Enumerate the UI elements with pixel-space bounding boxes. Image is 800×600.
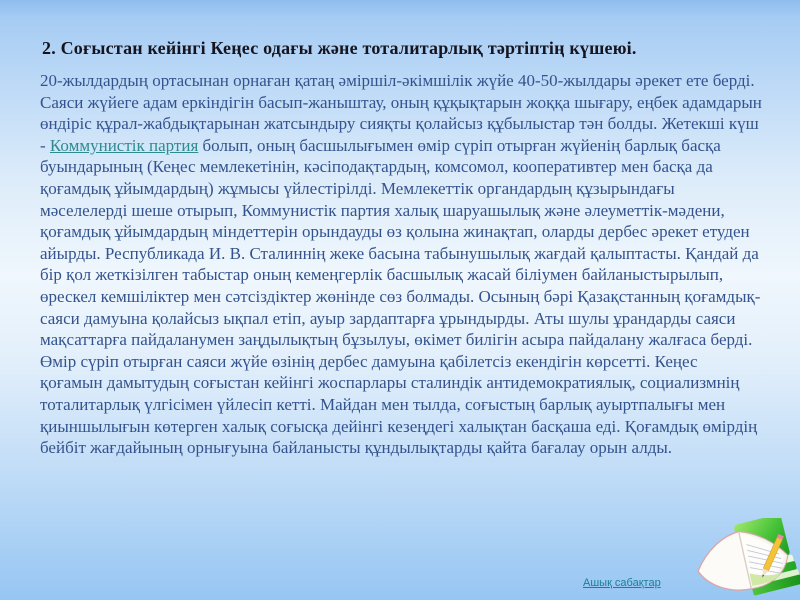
slide-title: 2. Соғыстан кейінгі Кеңес одағы және тоталитарлық тәртіптің күшеюі.: [42, 38, 637, 58]
ashyq-sabaqtar-link[interactable]: Ашық сабақтар: [583, 577, 661, 589]
body-text-part1: 20-жылдардың ортасынан орнаған қатаң әміршіл-әкімшілік жүйе 40-50-жылдары әрекет ете берді. Саяси жүйеге адам еркіндігін басып-жаныштау, оның құқықтарын жоққа шығару, еңбек адамдарын өндіріс құрал-жабдықтарынан жатсындыру сияқты қолайсыз құбылыстар тән болды. Жетекші күш -: [40, 71, 762, 155]
communist-party-link[interactable]: Коммунистік партия: [49, 135, 199, 155]
slide-body-text: [40, 70, 764, 459]
body-text-part2: болып, оның басшылығымен өмір сүріп отырған жүйенің барлық басқа буындарының (Кеңес мемлекетінін, кәсіподақтардың, комсомол, кооперативтер мен басқа да қоғамдық ұйымдардың) жұмысы үйлестірілді. Мемлекеттік органдардың құзырындағы мәселелерді шеше отырып, Коммунистік партия халық шаруашылық және әлеуметтік-мәдени, қоғамдық ұйымдардың міндеттерін орындауды өз қолына жинақтап, оларды дербес әрекет етуден айырды. Республикада И. В. Сталиннің жеке басына табынушылық жағдай қалыптасты. Қандай да бір қол жеткізілген табыстар оның кемеңгерлік басшылық жасай біліумен байланыстырылып, өрескел кемшіліктер мен сәтсіздіктер жөнінде сөз болмады. Осының бәрі Қазақстанның қоғамдық-саяси дамуына қолайсыз ықпал етіп, ауыр зардаптарға ұрындырды. Аты шулы ұрандарды саяси мақсаттарға пайдаланумен заңдылықтың бұзылуы, өкімет билігін асыра пайдалану жалғаса берді. Өмір сүріп отырған саяси жүйе өзінің дербес дамуына қабілетсіз екендігін көрсетті. Кеңес қоғамын дамытудың соғыстан кейінгі жоспарлары сталиндік антидемократиялық, социализмнің тоталитарлық үлгісімен үйлесіп кетті. Майдан мен тылда, соғыстың барлық ауыртпалығы мен қиыншылығын көтерген халық соғысқа дейінгі кезеңдегі халықтан басқаша еді. Қоғамдық өмірдің бейбіт жағдайының орнығуына байланысты құндылықтарды қайта бағалау орын алды.: [40, 135, 761, 458]
open-book-pencil-icon: [692, 518, 800, 600]
